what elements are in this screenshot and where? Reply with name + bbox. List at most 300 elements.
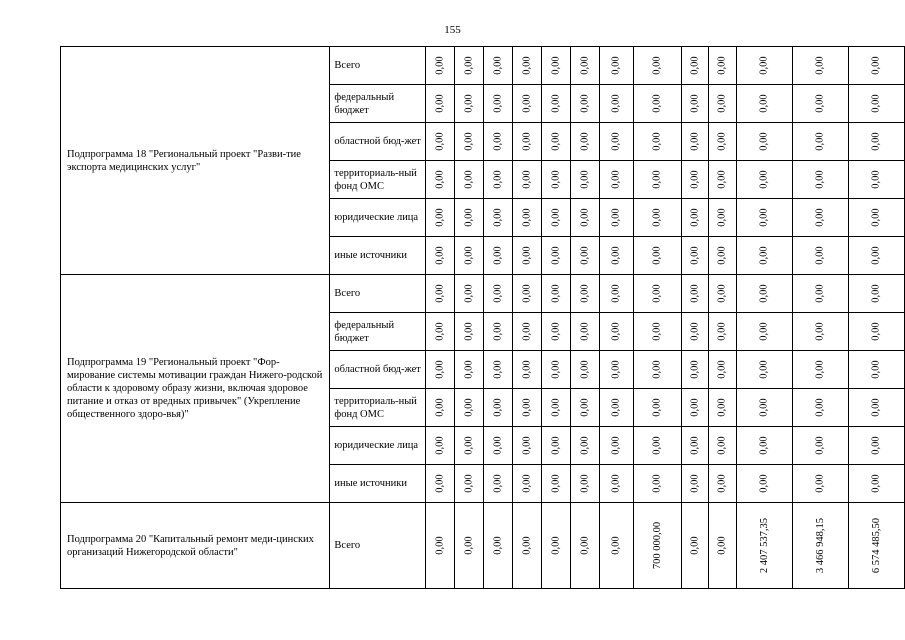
value-text: 0,00 [579,322,591,341]
value-cell [512,465,541,503]
value-cell [599,161,633,199]
value-cell [634,123,682,161]
value-text: 0,00 [492,398,504,417]
value-text: 0,00 [870,474,882,493]
value-text: 0,00 [492,474,504,493]
value-text: 0,00 [492,536,504,555]
value-cell [483,237,512,275]
value-cell [454,351,483,389]
value-cell [682,199,709,237]
value-text: 0,00 [521,536,533,555]
value-text: 0,00 [814,474,826,493]
value-cell [848,161,904,199]
value-text: 0,00 [716,132,728,151]
value-cell [634,161,682,199]
value-cell [599,351,633,389]
value-text: 0,00 [492,284,504,303]
value-cell [454,313,483,351]
value-text: 0,00 [870,94,882,113]
value-text: 0,00 [814,322,826,341]
value-text: 0,00 [610,246,622,265]
value-text: 0,00 [550,246,562,265]
value-cell [848,465,904,503]
value-cell [425,47,454,85]
value-cell [634,237,682,275]
value-text: 0,00 [870,246,882,265]
value-text: 0,00 [689,56,701,75]
value-text: 0,00 [463,132,475,151]
value-cell [792,351,848,389]
value-text: 700 000,00 [652,521,664,570]
value-text: 0,00 [434,246,446,265]
value-text: 0,00 [579,94,591,113]
value-cell [709,313,736,351]
value-text: 0,00 [758,170,770,189]
value-cell [634,313,682,351]
program-title: Подпрограмма 18 "Региональный проект "Разви-тие экспорта медицинских услуг" [61,47,330,275]
value-text: 0,00 [579,398,591,417]
value-cell [425,123,454,161]
value-cell [541,389,570,427]
value-text: 0,00 [434,208,446,227]
value-cell [512,85,541,123]
value-cell [634,275,682,313]
value-text: 0,00 [689,360,701,379]
value-text: 2 407 537,35 [758,517,770,574]
value-cell [634,85,682,123]
value-cell [682,465,709,503]
value-text: 0,00 [758,284,770,303]
value-cell [425,351,454,389]
value-cell [599,85,633,123]
value-cell [454,275,483,313]
funding-source: областной бюд-жет [330,351,426,389]
value-cell [599,389,633,427]
value-text: 0,00 [652,474,664,493]
value-cell [792,389,848,427]
value-text: 0,00 [758,246,770,265]
value-cell [454,427,483,465]
value-text: 0,00 [814,284,826,303]
value-cell [709,199,736,237]
value-cell [512,161,541,199]
value-text: 0,00 [550,170,562,189]
value-text: 0,00 [434,284,446,303]
value-text: 0,00 [610,360,622,379]
value-cell [736,503,792,589]
value-cell [792,199,848,237]
value-cell [541,275,570,313]
value-cell [483,465,512,503]
value-text: 0,00 [758,94,770,113]
value-text: 0,00 [814,208,826,227]
funding-source: юридические лица [330,427,426,465]
value-cell [570,275,599,313]
value-cell [570,313,599,351]
value-text: 0,00 [550,536,562,555]
value-text: 0,00 [652,56,664,75]
value-cell [736,275,792,313]
value-cell [634,199,682,237]
value-text: 3 466 948,15 [814,517,826,574]
value-cell [454,389,483,427]
value-text: 0,00 [521,284,533,303]
value-text: 0,00 [689,208,701,227]
value-text: 0,00 [652,170,664,189]
value-cell [792,275,848,313]
value-cell [483,85,512,123]
value-cell [512,313,541,351]
value-text: 0,00 [652,360,664,379]
program-title: Подпрограмма 19 "Региональный проект "Фор-мирование системы мотивации граждан Нижего-родской области к здоровому образу жизни, включая здоровое питание и отказ от вредных привычек" (Укрепление общественного здоро-вья)" [61,275,330,503]
value-cell [454,465,483,503]
value-cell [682,313,709,351]
value-text: 0,00 [579,284,591,303]
funding-source: территориаль-ный фонд ОМС [330,161,426,199]
value-cell [541,123,570,161]
value-text: 0,00 [579,170,591,189]
value-cell [848,389,904,427]
value-text: 0,00 [716,360,728,379]
value-text: 0,00 [689,170,701,189]
value-text: 0,00 [434,536,446,555]
value-text: 0,00 [521,208,533,227]
value-text: 0,00 [610,322,622,341]
value-text: 0,00 [610,208,622,227]
value-text: 0,00 [579,132,591,151]
value-cell [709,85,736,123]
value-text: 0,00 [758,398,770,417]
value-cell [634,465,682,503]
value-text: 0,00 [550,94,562,113]
value-text: 0,00 [689,132,701,151]
value-text: 0,00 [434,360,446,379]
value-cell [792,161,848,199]
value-text: 0,00 [492,170,504,189]
value-text: 0,00 [463,536,475,555]
value-text: 0,00 [521,322,533,341]
value-cell [792,427,848,465]
value-text: 0,00 [434,94,446,113]
value-cell [736,351,792,389]
value-text: 0,00 [870,398,882,417]
value-cell [682,123,709,161]
value-cell [483,275,512,313]
value-text: 0,00 [814,94,826,113]
value-cell [848,427,904,465]
value-cell [682,275,709,313]
value-cell [483,161,512,199]
value-text: 0,00 [716,56,728,75]
budget-table [60,46,905,589]
value-text: 0,00 [463,360,475,379]
value-cell [425,275,454,313]
value-cell [792,85,848,123]
value-text: 0,00 [492,322,504,341]
value-text: 0,00 [550,474,562,493]
value-text: 0,00 [463,322,475,341]
value-cell [709,465,736,503]
value-cell [709,351,736,389]
value-cell [848,47,904,85]
value-text: 0,00 [550,322,562,341]
value-cell [570,199,599,237]
value-cell [541,199,570,237]
value-text: 0,00 [492,132,504,151]
table-row [61,47,905,85]
value-cell [425,237,454,275]
value-cell [483,503,512,589]
value-cell [512,275,541,313]
value-text: 0,00 [521,360,533,379]
value-text: 0,00 [434,436,446,455]
value-text: 0,00 [463,436,475,455]
value-text: 0,00 [870,208,882,227]
funding-source: иные источники [330,465,426,503]
budget-table-body [61,47,905,589]
value-text: 0,00 [463,208,475,227]
value-text: 0,00 [870,436,882,455]
value-text: 0,00 [463,246,475,265]
value-text: 0,00 [521,170,533,189]
value-text: 0,00 [652,208,664,227]
value-cell [425,427,454,465]
value-text: 0,00 [814,398,826,417]
value-text: 0,00 [870,56,882,75]
value-text: 0,00 [550,132,562,151]
value-text: 0,00 [814,436,826,455]
value-cell [454,123,483,161]
value-cell [682,389,709,427]
value-cell [599,199,633,237]
funding-source: юридические лица [330,199,426,237]
value-cell [709,503,736,589]
value-text: 0,00 [652,132,664,151]
value-text: 0,00 [492,56,504,75]
value-cell [848,237,904,275]
value-cell [792,465,848,503]
program-title: Подпрограмма 20 "Капитальный ремонт меди-цинских организаций Нижегородской области" [61,503,330,589]
value-cell [599,275,633,313]
value-text: 0,00 [434,132,446,151]
value-text: 0,00 [610,536,622,555]
value-text: 0,00 [689,398,701,417]
value-text: 0,00 [579,536,591,555]
value-cell [709,237,736,275]
value-text: 0,00 [492,208,504,227]
value-cell [570,123,599,161]
funding-source: областной бюд-жет [330,123,426,161]
value-cell [599,503,633,589]
value-text: 0,00 [716,208,728,227]
value-cell [454,199,483,237]
value-cell [599,465,633,503]
value-cell [425,503,454,589]
value-text: 0,00 [689,246,701,265]
value-text: 0,00 [689,94,701,113]
value-cell [736,85,792,123]
value-cell [682,351,709,389]
value-cell [512,237,541,275]
value-text: 0,00 [716,474,728,493]
value-cell [425,85,454,123]
value-cell [483,427,512,465]
value-cell [425,389,454,427]
value-text: 0,00 [814,132,826,151]
value-text: 0,00 [689,474,701,493]
value-cell [599,123,633,161]
table-row [61,275,905,313]
value-text: 0,00 [652,246,664,265]
value-text: 0,00 [689,284,701,303]
value-text: 0,00 [610,132,622,151]
value-text: 0,00 [689,536,701,555]
funding-source: федеральный бюджет [330,313,426,351]
value-text: 0,00 [758,208,770,227]
value-cell [848,313,904,351]
value-cell [848,199,904,237]
value-cell [599,47,633,85]
value-text: 0,00 [652,436,664,455]
value-cell [848,275,904,313]
funding-source: Всего [330,275,426,313]
value-text: 0,00 [492,94,504,113]
value-cell [682,47,709,85]
value-text: 0,00 [610,284,622,303]
value-cell [736,313,792,351]
value-cell [570,85,599,123]
value-text: 0,00 [814,360,826,379]
value-text: 0,00 [758,360,770,379]
value-cell [541,237,570,275]
value-cell [682,427,709,465]
value-text: 0,00 [716,94,728,113]
value-cell [483,313,512,351]
value-text: 0,00 [716,398,728,417]
value-cell [483,389,512,427]
value-cell [454,161,483,199]
funding-source: территориаль-ный фонд ОМС [330,389,426,427]
value-cell [512,503,541,589]
value-cell [454,47,483,85]
value-text: 0,00 [521,56,533,75]
value-cell [570,389,599,427]
value-text: 0,00 [870,322,882,341]
value-text: 0,00 [463,284,475,303]
value-cell [736,465,792,503]
value-cell [483,199,512,237]
value-text: 0,00 [579,474,591,493]
value-text: 0,00 [610,56,622,75]
value-text: 0,00 [610,94,622,113]
page-number: 155 [444,24,461,36]
value-cell [736,237,792,275]
value-cell [848,351,904,389]
value-cell [634,351,682,389]
value-text: 0,00 [521,246,533,265]
value-text: 0,00 [758,322,770,341]
value-cell [541,47,570,85]
value-cell [454,85,483,123]
value-text: 0,00 [814,170,826,189]
value-text: 0,00 [870,284,882,303]
value-cell [541,427,570,465]
value-text: 0,00 [758,132,770,151]
value-text: 0,00 [550,360,562,379]
value-text: 0,00 [716,436,728,455]
value-cell [848,123,904,161]
value-cell [736,47,792,85]
value-text: 0,00 [814,56,826,75]
value-cell [425,465,454,503]
value-cell [512,427,541,465]
value-text: 0,00 [521,398,533,417]
value-cell [792,503,848,589]
value-text: 0,00 [463,474,475,493]
value-text: 0,00 [434,170,446,189]
value-text: 0,00 [716,322,728,341]
value-text: 0,00 [870,360,882,379]
value-text: 0,00 [434,398,446,417]
value-cell [541,351,570,389]
value-text: 0,00 [463,170,475,189]
value-cell [792,47,848,85]
value-text: 0,00 [434,56,446,75]
funding-source: федеральный бюджет [330,85,426,123]
value-cell [634,47,682,85]
value-text: 0,00 [579,246,591,265]
value-cell [541,161,570,199]
value-cell [599,313,633,351]
value-text: 0,00 [550,208,562,227]
value-cell [709,47,736,85]
value-cell [736,427,792,465]
value-text: 0,00 [492,360,504,379]
value-text: 0,00 [492,246,504,265]
value-text: 0,00 [716,246,728,265]
value-cell [792,237,848,275]
value-cell [512,199,541,237]
value-cell [512,47,541,85]
value-cell [454,503,483,589]
value-text: 6 574 485,50 [870,517,882,574]
value-cell [736,389,792,427]
value-text: 0,00 [652,398,664,417]
value-cell [570,351,599,389]
value-text: 0,00 [550,436,562,455]
value-text: 0,00 [521,436,533,455]
value-cell [599,427,633,465]
value-cell [682,503,709,589]
value-cell [709,123,736,161]
value-cell [570,503,599,589]
value-cell [736,161,792,199]
value-text: 0,00 [870,132,882,151]
value-cell [792,123,848,161]
value-text: 0,00 [652,322,664,341]
value-text: 0,00 [463,398,475,417]
value-cell [599,237,633,275]
value-text: 0,00 [758,56,770,75]
value-cell [512,351,541,389]
value-cell [848,503,904,589]
funding-source: Всего [330,503,426,589]
value-text: 0,00 [689,322,701,341]
value-text: 0,00 [716,536,728,555]
value-cell [512,389,541,427]
value-cell [682,85,709,123]
value-cell [848,85,904,123]
